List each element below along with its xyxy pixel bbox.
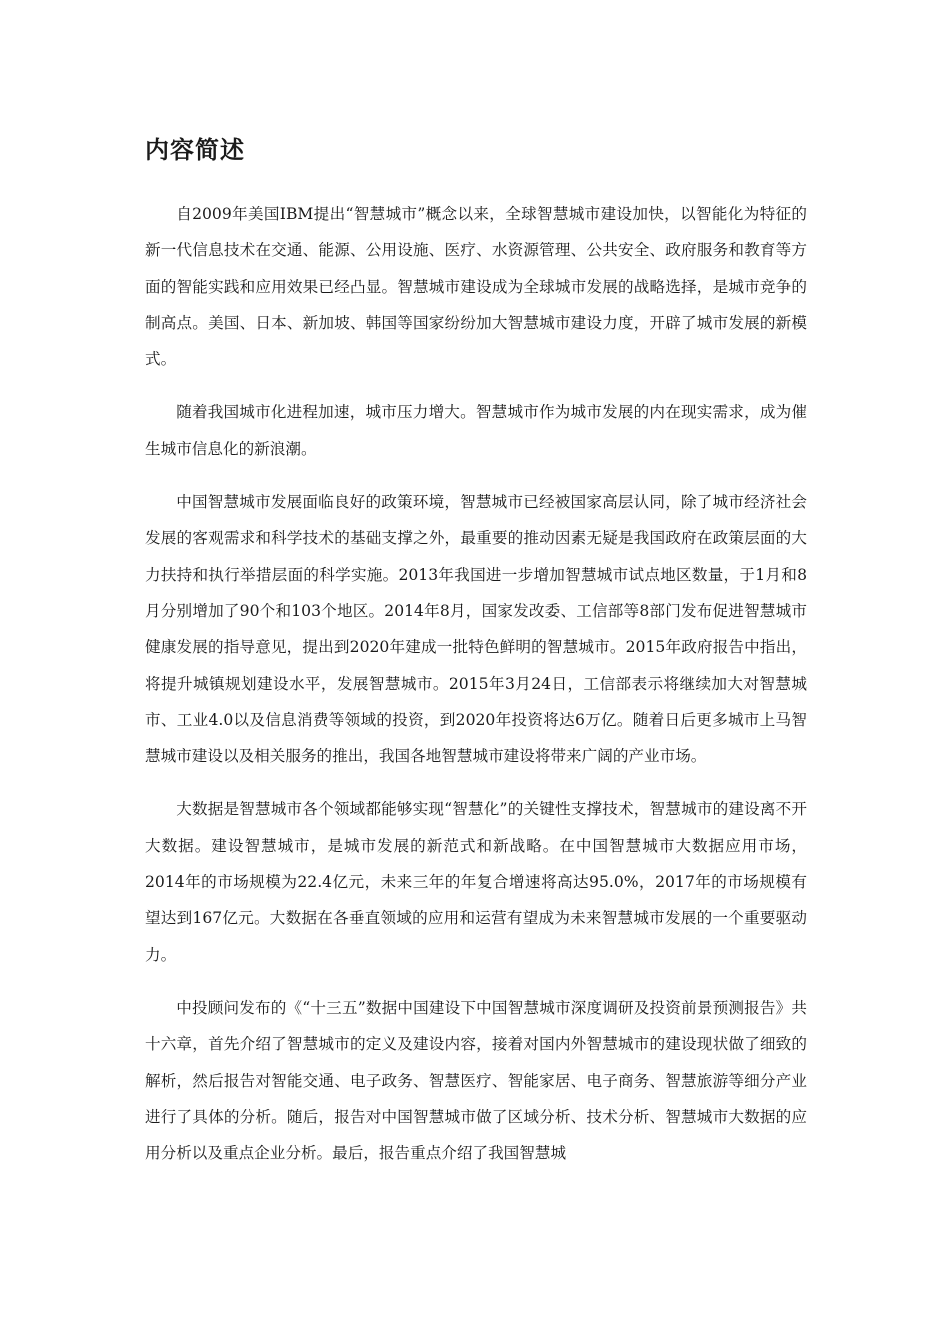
paragraph-policy: 中国智慧城市发展面临良好的政策环境，智慧城市已经被国家高层认同，除了城市经济社会发展的客观需求和科学技术的基础支撑之外，最重要的推动因素无疑是我国政府在政策层面的大力扶持和执行举措层面的科学实施。2013年我国进一步增加智慧城市试点地区数量，于1月和8月分别增加了90个和103个地区。2014年8月，国家发改委、工信部等8部门发布促进智慧城市健康发展的指导意见，提出到2020年建成一批特色鲜明的智慧城市。2015年政府报告中指出，将提升城镇规划建设水平，发展智慧城市。2015年3月24日，工信部表示将继续加大对智慧城市、工业4.0以及信息消费等领域的投资，到2020年投资将达6万亿。随着日后更多城市上马智慧城市建设以及相关服务的推出，我国各地智慧城市建设将带来广阔的产业市场。 (145, 493, 807, 766)
document-page (145, 130, 807, 1188)
section-heading: 内容简述 (145, 136, 245, 164)
paragraph-report: 中投顾问发布的《“十三五”数据中国建设下中国智慧城市深度调研及投资前景预测报告》共十六章，首先介绍了智慧城市的定义及建设内容，接着对国内外智慧城市的建设现状做了细致的解析，然后报告对智能交通、电子政务、智慧医疗、智能家居、电子商务、智慧旅游等细分产业进行了具体的分析。随后，报告对中国智慧城市做了区域分析、技术分析、智慧城市大数据的应用分析以及重点企业分析。最后，报告重点介绍了我国智慧城 (145, 998, 807, 1163)
paragraph-urbanization: 随着我国城市化进程加速，城市压力增大。智慧城市作为城市发展的内在现实需求，成为催生城市信息化的新浪潮。 (145, 403, 807, 458)
paragraph-big-data: 大数据是智慧城市各个领域都能够实现“智慧化”的关键性支撑技术，智慧城市的建设离不开大数据。建设智慧城市，是城市发展的新范式和新战略。在中国智慧城市大数据应用市场，2014年的市场规模为22.4亿元，未来三年的年复合增速将高达95.0%，2017年的市场规模有望达到167亿元。大数据在各垂直领域的应用和运营有望成为未来智慧城市发展的一个重要驱动力。 (145, 800, 807, 964)
paragraph-intro: 自2009年美国IBM提出“智慧城市”概念以来，全球智慧城市建设加快，以智能化为特征的新一代信息技术在交通、能源、公用设施、医疗、水资源管理、公共安全、政府服务和教育等方面的智能实践和应用效果已经凸显。智慧城市建设成为全球城市发展的战略选择，是城市竞争的制高点。美国、日本、新加坡、韩国等国家纷纷加大智慧城市建设力度，开辟了城市发展的新模式。 (145, 205, 807, 369)
